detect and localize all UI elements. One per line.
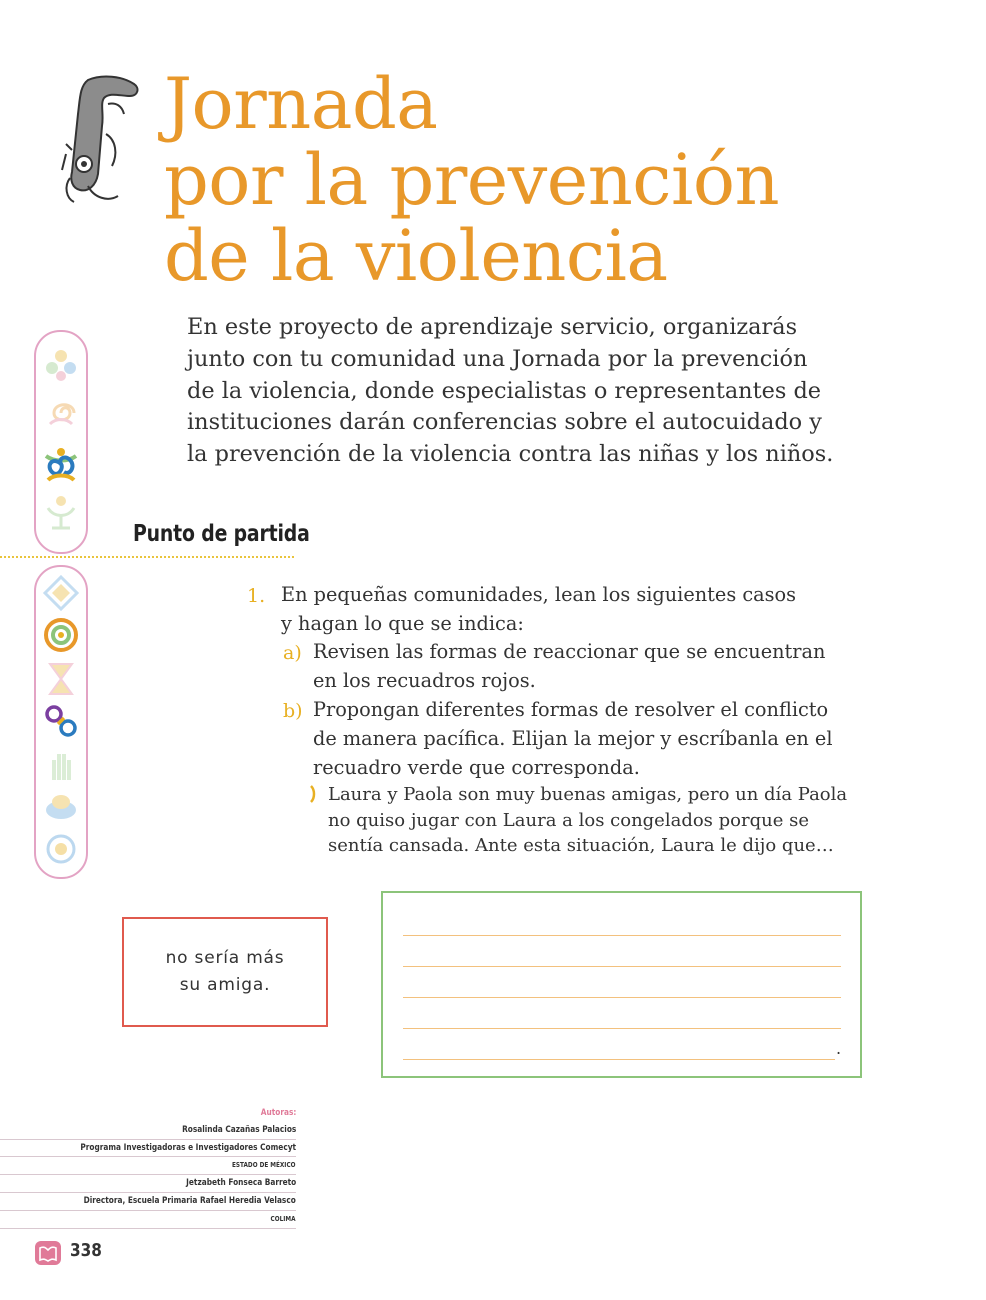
reaction-box-red [122, 917, 328, 1027]
title-line-2: por la prevención [164, 139, 780, 221]
page-title [164, 63, 780, 297]
intro-line: la prevención de la violencia contra las niñas y los niños. [187, 441, 834, 468]
diamond-icon [42, 574, 80, 612]
authors-credits [0, 1105, 296, 1229]
infinity-person-icon [42, 446, 80, 484]
activity-line: En pequeñas comunidades, lean los siguientes casos [281, 583, 797, 606]
section-heading: Punto de partida [133, 521, 310, 547]
credit-line: COLIMA [0, 1211, 296, 1229]
subitem-line: Revisen las formas de reaccionar que se encuentran [313, 640, 826, 663]
subitem-b-text [313, 695, 832, 782]
case-story [328, 782, 847, 859]
intro-paragraph [187, 312, 877, 471]
subitem-a-label: a) [283, 642, 302, 664]
credit-line: Jetzabeth Fonseca Barreto [0, 1175, 296, 1193]
subitem-a-text [313, 637, 825, 695]
circle-arrow-icon [42, 830, 80, 868]
subitem-b-label: b) [283, 700, 303, 722]
book-logo-icon [34, 1240, 62, 1266]
intro-line: En este proyecto de aprendizaje servicio, organizarás [187, 314, 798, 340]
subitem-line: recuadro verde que corresponda. [313, 756, 640, 779]
hand-icon [42, 746, 80, 784]
hourglass-icon [42, 660, 80, 698]
credits-heading: Autoras: [260, 1108, 296, 1118]
intro-line: instituciones darán conferencias sobre el autocuidado y [187, 409, 822, 436]
writing-line[interactable] [403, 1059, 835, 1060]
subitem-line: en los recuadros rojos. [313, 669, 536, 692]
link-rings-icon [42, 702, 80, 740]
credit-line: Directora, Escuela Primaria Rafael Heredia Velasco [0, 1193, 296, 1211]
illustrated-figure-icon [58, 74, 144, 208]
section-divider [0, 556, 294, 558]
story-line: Laura y Paola son muy buenas amigas, pero un día Paola [328, 784, 848, 805]
writing-line[interactable] [403, 966, 841, 967]
credit-line: Rosalinda Cazañas Palacios [0, 1122, 296, 1140]
item-number: 1. [247, 585, 266, 607]
story-line: no quiso jugar con Laura a los congelados porque se [328, 809, 809, 831]
answer-box-green[interactable] [381, 891, 862, 1078]
intro-line: de la violencia, donde especialistas o representantes de [187, 377, 822, 404]
subitem-line: de manera pacífica. Elijan la mejor y escríbanla en el [313, 727, 833, 750]
writing-line[interactable] [403, 935, 841, 936]
writing-line[interactable] [403, 997, 841, 998]
title-line-1: Jornada [164, 63, 438, 145]
credit-line: Programa Investigadoras e Investigadores Comecyt [0, 1140, 296, 1158]
cloud-icon [42, 788, 80, 826]
reaction-line: no sería más [165, 948, 285, 968]
flower-icon [42, 346, 80, 384]
activity-instructions [281, 580, 796, 638]
reaction-text [124, 945, 326, 999]
subitem-line: Propongan diferentes formas de resolver el conflicto [313, 698, 829, 721]
line-end-period: . [836, 1039, 842, 1058]
bracket-bullet-icon [309, 784, 317, 804]
figure-icon [42, 494, 80, 532]
intro-line: junto con tu comunidad una Jornada por la prevención [187, 345, 808, 372]
spiral-icon [42, 394, 80, 432]
title-line-3: de la violencia [164, 215, 668, 297]
target-ring-icon [42, 616, 80, 654]
activity-line: y hagan lo que se indica: [281, 612, 524, 635]
writing-line[interactable] [403, 1028, 841, 1029]
reaction-line: su amiga. [179, 975, 271, 995]
page-number: 338 [70, 1240, 102, 1261]
credit-line: ESTADO DE MÉXICO [0, 1157, 296, 1175]
story-line: sentía cansada. Ante esta situación, Laura le dijo que… [328, 835, 834, 856]
